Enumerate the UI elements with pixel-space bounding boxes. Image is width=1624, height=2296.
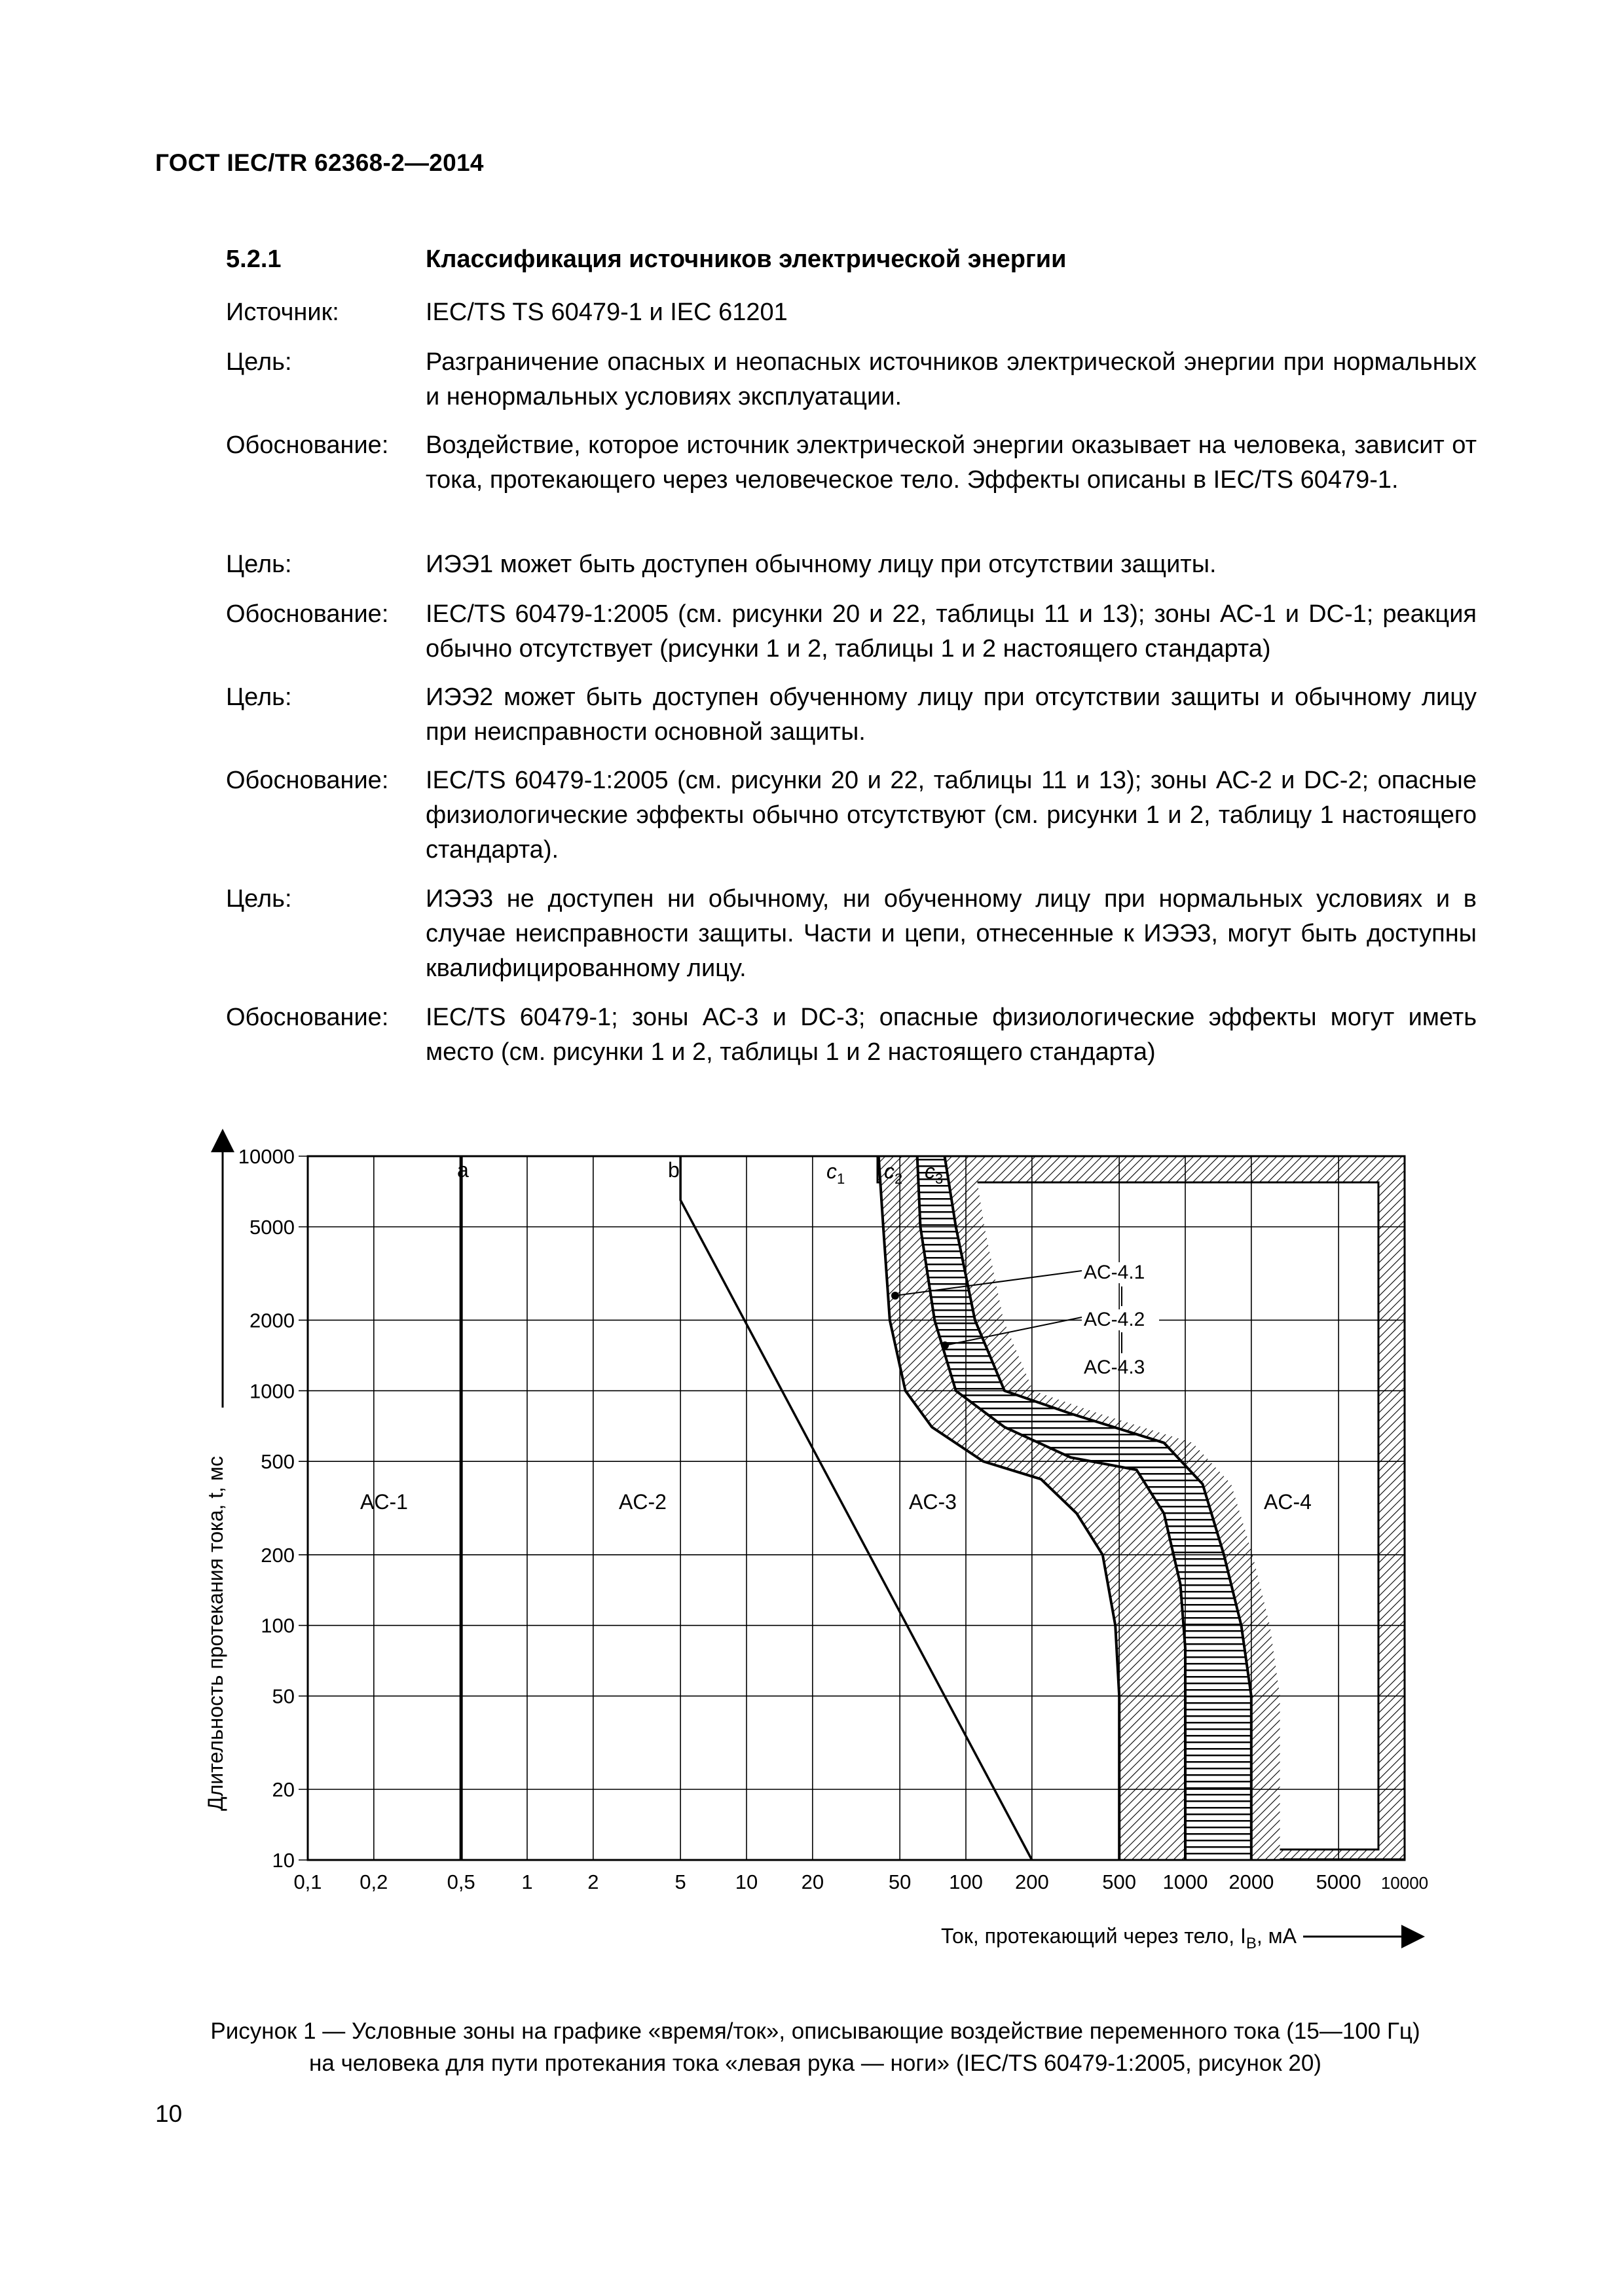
callout-dot-ac42: [941, 1341, 949, 1349]
y-tick-label: 100: [261, 1614, 295, 1637]
row-label: Обоснование:: [226, 600, 389, 628]
zone-label-ac2: AC-2: [619, 1490, 667, 1514]
x-tick-label: 1000: [1162, 1870, 1208, 1893]
y-tick-label: 200: [261, 1543, 295, 1567]
x-tick-label: 50: [888, 1870, 912, 1893]
x-tick-label: 20: [801, 1870, 824, 1893]
x-tick-label: 0,5: [447, 1870, 475, 1893]
subzone-label-ac43: AC-4.3: [1084, 1357, 1145, 1378]
y-axis-label: Длительность протекания тока, t, мс: [204, 1456, 227, 1811]
x-tick-label: 10000: [1380, 1873, 1429, 1893]
y-tick-label: 10: [272, 1849, 295, 1872]
row-text: Разграничение опасных и неопасных источников электрической энергии при нормальных и ненормальных условиях эксплуатации.: [426, 348, 1477, 410]
x-tick-label: 10: [735, 1870, 758, 1893]
curve-label-b: b: [668, 1158, 680, 1182]
row-label: Обоснование:: [226, 767, 389, 794]
x-tick-label: 0,1: [293, 1870, 322, 1893]
y-tick-label: 10000: [238, 1145, 295, 1168]
row-label: Обоснование:: [226, 1004, 389, 1031]
time-current-zones-figure: [196, 1120, 1454, 2010]
zone-label-ac4: AC-4: [1264, 1490, 1312, 1514]
row-label: Обоснование:: [226, 431, 389, 459]
row-label: Цель:: [226, 885, 292, 913]
row-label: Цель:: [226, 551, 292, 578]
zone-label-ac3: AC-3: [909, 1490, 957, 1514]
x-tick-label: 500: [1102, 1870, 1137, 1893]
section-number: 5.2.1: [226, 246, 282, 273]
document-header: ГОСТ IEC/TR 62368-2—2014: [155, 149, 484, 176]
y-tick-label: 2000: [249, 1309, 295, 1332]
x-tick-label: 0,2: [360, 1870, 388, 1893]
y-tick-label: 50: [272, 1685, 295, 1708]
curve-label-c2: $c_2$: [884, 1159, 903, 1187]
row-label: Источник:: [226, 299, 339, 326]
callout-dot-ac41: [891, 1292, 899, 1300]
y-tick-label: 20: [272, 1778, 295, 1802]
row-text: Воздействие, которое источник электрической энергии оказывает на человека, зависит от тока, протекающего через человеческое тело. Эффекты описаны в IEC/TS 60479-1.: [426, 431, 1477, 494]
row-text: ИЭЭ2 может быть доступен обученному лицу при отсутствии защиты и обычному лицу при неисправности основной защиты.: [426, 683, 1477, 746]
figure-svg: [196, 1120, 1454, 2010]
row-label: Цель:: [226, 348, 292, 376]
x-tick-label: 5000: [1316, 1870, 1361, 1893]
row-text: ИЭЭ1 может быть доступен обычному лицу при отсутствии защиты.: [426, 551, 1217, 578]
row-text: IEC/TS TS 60479-1 и IEC 61201: [426, 299, 788, 326]
x-tick-labels: [293, 1870, 1428, 1893]
row-text: IEC/TS 60479-1:2005 (см. рисунки 20 и 22, таблицы 11 и 13); зоны АС-1 и DC-1; реакция обычно отсутствует (рисунки 1 и 2, таблицы 1 и 2 настоящего стандарта): [426, 600, 1477, 663]
figure-caption: [157, 2015, 1473, 2079]
row-label: Цель:: [226, 683, 292, 711]
curve-label-c1: $c_1$: [826, 1159, 845, 1187]
section-title: Классификация источников электрической энергии: [426, 246, 1067, 273]
subzone-label-ac41: AC-4.1: [1084, 1262, 1145, 1283]
y-tick-label: 1000: [249, 1379, 295, 1403]
x-tick-label: 200: [1014, 1870, 1049, 1893]
row-text: ИЭЭ3 не доступен ни обычному, ни обученному лицу при нормальных условиях и в случае неисправности защиты. Части и цепи, отнесенные к ИЭЭ3, могут быть доступны квалифицированному лицу.: [426, 885, 1477, 982]
zone-label-ac1: AC-1: [360, 1490, 408, 1514]
y-tick-label: 500: [261, 1450, 295, 1474]
y-tick-labels: [238, 1145, 295, 1872]
x-tick-label: 100: [949, 1870, 983, 1893]
x-axis-label: Ток, протекающий через тело, $I_B$, мА: [941, 1924, 1297, 1952]
curve-label-c3: $c_3$: [925, 1159, 944, 1187]
caption-line-1: Рисунок 1 — Условные зоны на графике «время/ток», описывающие воздействие переменного тока (15—100 Гц): [210, 2018, 1420, 2044]
caption-line-2: на человека для пути протекания тока «левая рука — ноги» (IEC/TS 60479-1:2005, рисунок 20): [309, 2050, 1321, 2076]
y-tick-label: 5000: [249, 1215, 295, 1239]
subzone-label-ac42: AC-4.2: [1084, 1309, 1145, 1330]
row-text: IEC/TS 60479-1; зоны АС-3 и DC-3; опасные физиологические эффекты могут иметь место (см. рисунки 1 и 2, таблицы 1 и 2 настоящего стандарта): [426, 1004, 1477, 1066]
x-tick-label: 5: [674, 1870, 686, 1893]
row-text: IEC/TS 60479-1:2005 (см. рисунки 20 и 22, таблицы 11 и 13); зоны АС-2 и DC-2; опасные физиологические эффекты обычно отсутствуют (см. рисунки 1 и 2, таблицу 1 настоящего стандарта).: [426, 767, 1477, 864]
page-number: 10: [155, 2100, 183, 2127]
curve-label-a: a: [457, 1158, 469, 1182]
x-tick-label: 1: [521, 1870, 533, 1893]
x-tick-label: 2: [587, 1870, 599, 1893]
x-tick-label: 2000: [1228, 1870, 1274, 1893]
